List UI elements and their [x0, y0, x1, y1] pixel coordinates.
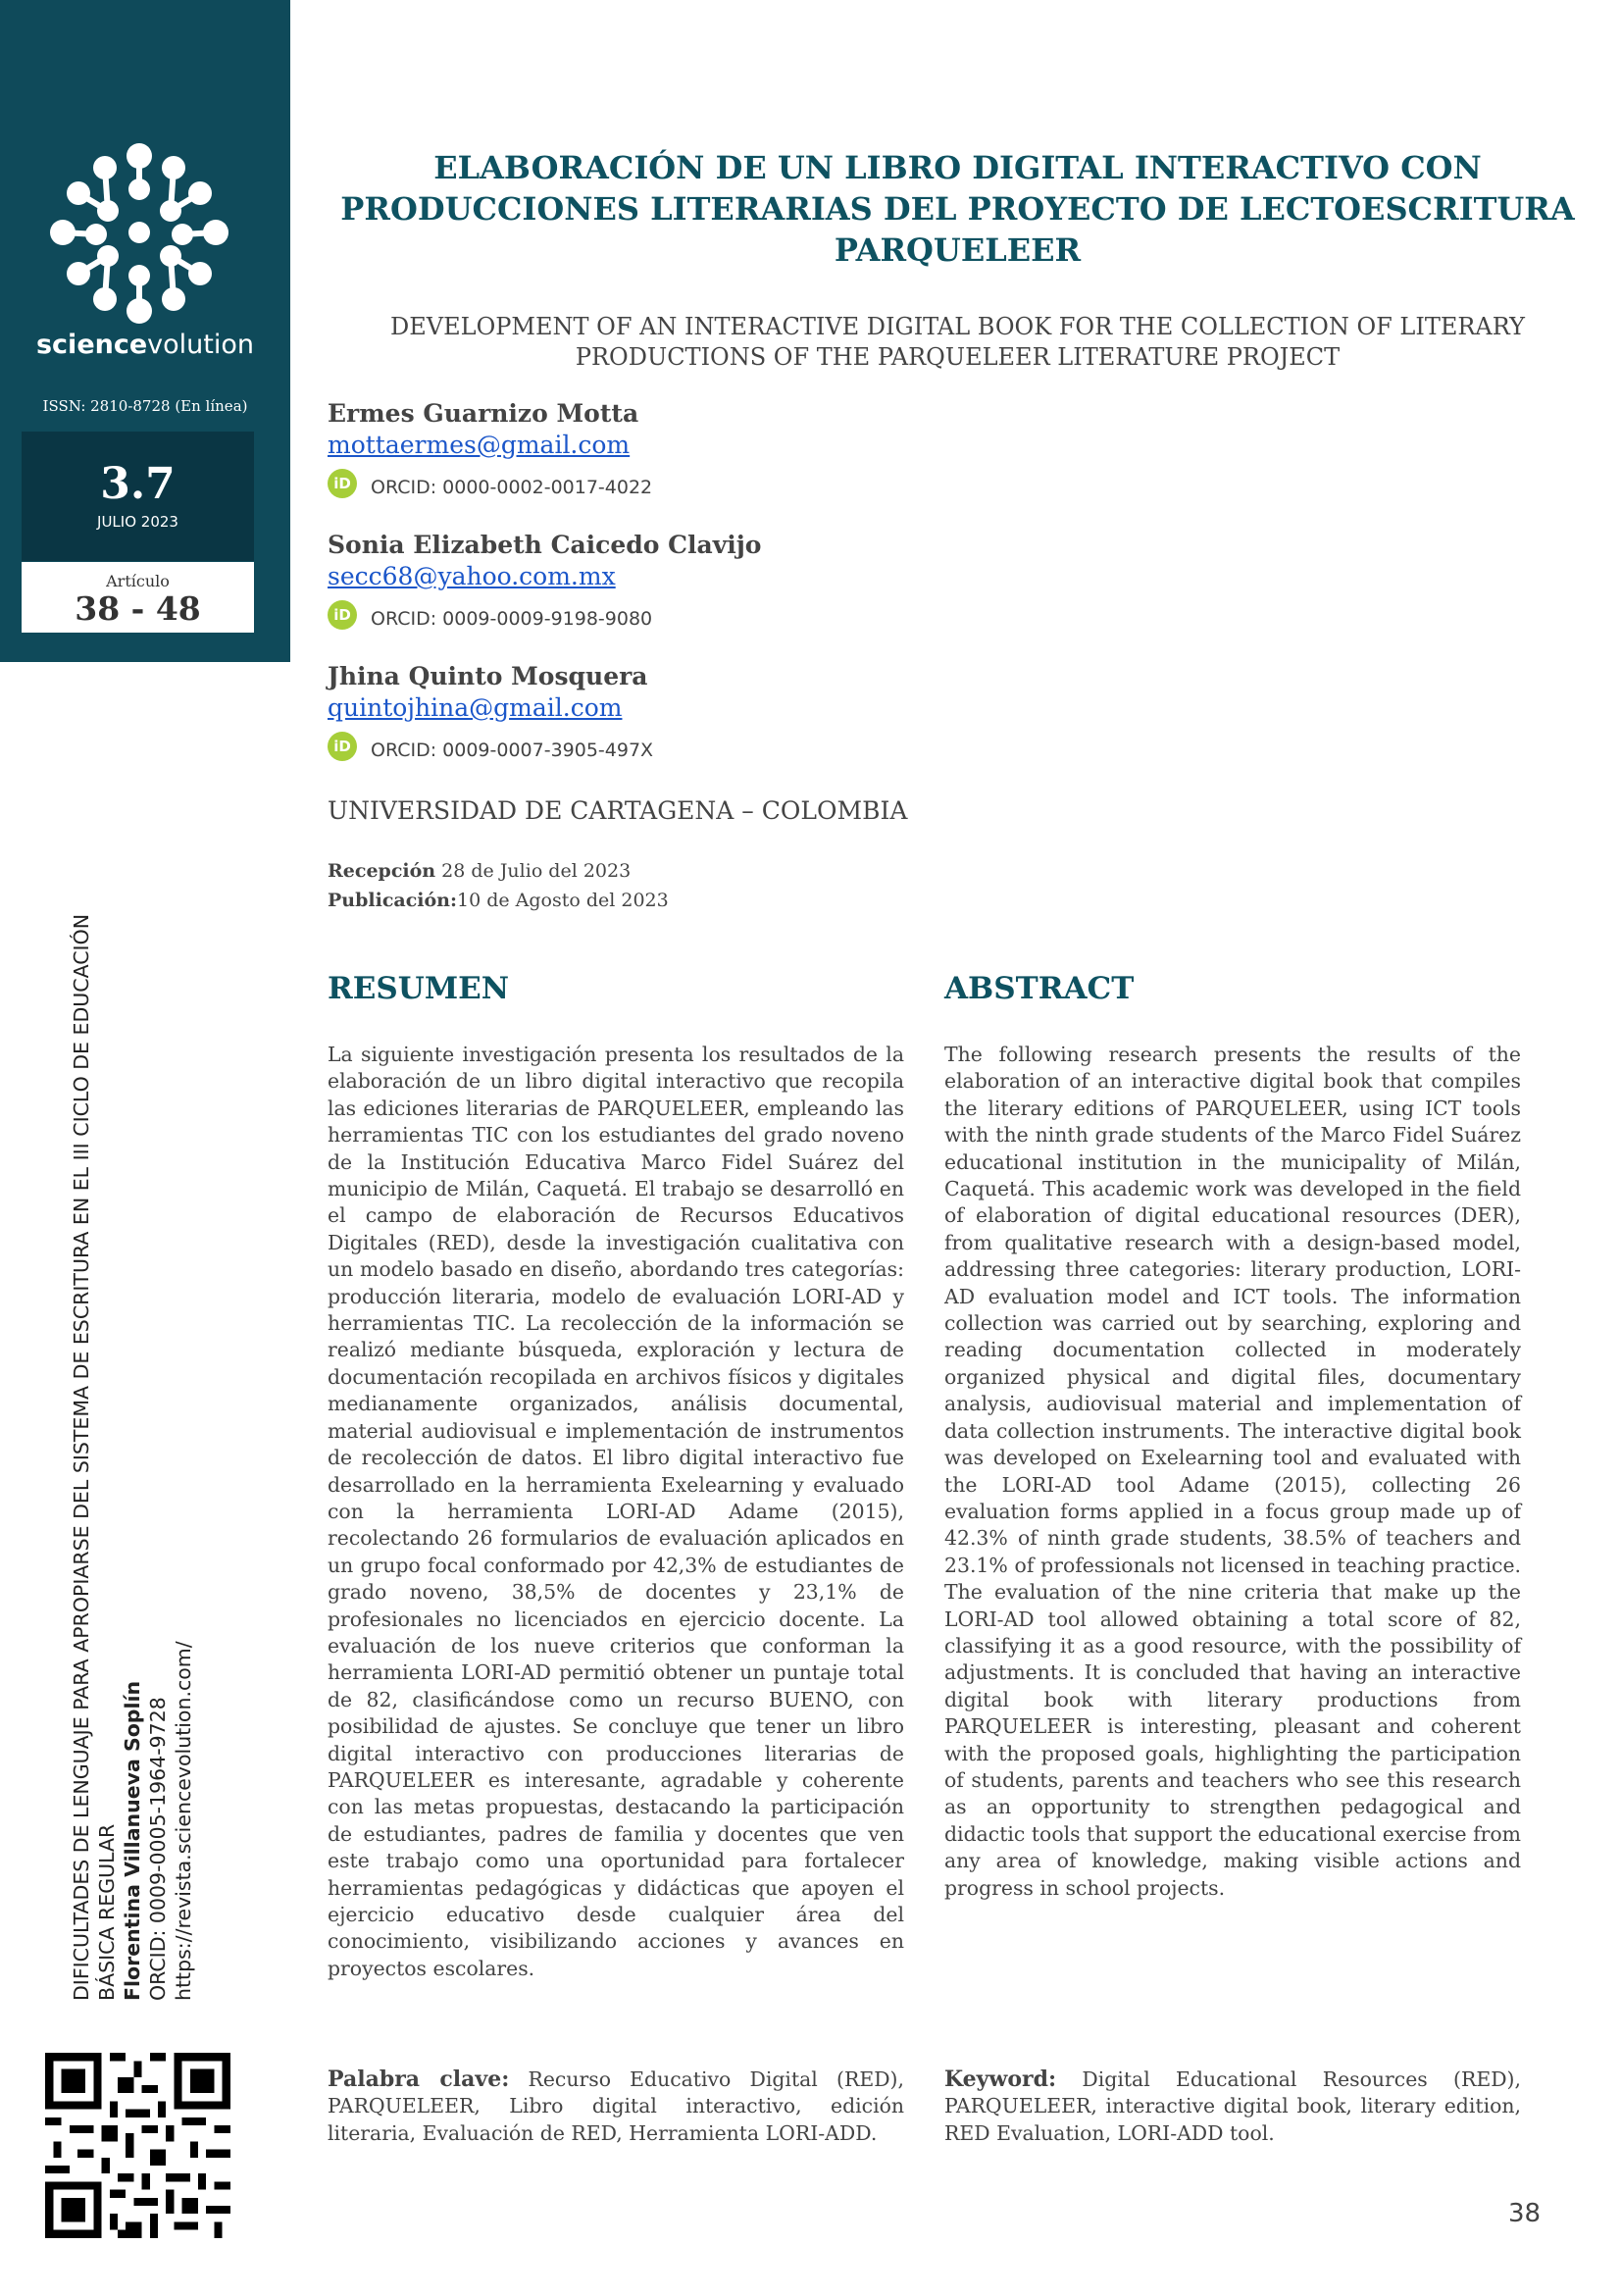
sidebar-title-line1: DIFICULTADES DE LENGUAJE PARA APROPIARSE DEL SISTEMA DE ESCRITURA EN EL III CICLO DE EDUCACIÓN: [70, 913, 93, 2001]
brand-bold: science: [35, 330, 148, 360]
keywords-es: [328, 2066, 904, 2147]
article-label: Artículo: [106, 572, 170, 590]
article-dates: [328, 856, 669, 915]
orcid-icon[interactable]: iD: [328, 469, 357, 498]
orcid-id: ORCID: 0009-0007-3905-497X: [371, 740, 654, 761]
author-email-link[interactable]: secc68@yahoo.com.mx: [328, 562, 616, 590]
author-email-link[interactable]: quintojhina@gmail.com: [328, 693, 623, 722]
affiliation: UNIVERSIDAD DE CARTAGENA – COLOMBIA: [328, 796, 908, 825]
page-number: 38: [1508, 2199, 1542, 2228]
reception-date: 28 de Julio del 2023: [441, 860, 632, 882]
keywords-es-label: Palabra clave:: [328, 2066, 510, 2092]
publication-date: 10 de Agosto del 2023: [457, 890, 669, 911]
issue-number: 3.7: [100, 459, 176, 509]
author-block: [328, 530, 761, 630]
keywords-en: [944, 2066, 1521, 2147]
keywords-en-label: Keyword:: [944, 2066, 1057, 2092]
publication-label: Publicación:: [328, 890, 457, 911]
sidebar-author: Florentina Villanueva Soplín: [121, 1680, 144, 2001]
keywords-en-text: Digital Educational Resources (RED), PARQUELEER, interactive digital book, literary edition, RED Evaluation, LORI-ADD tool.: [944, 2067, 1521, 2145]
qr-code-icon[interactable]: [37, 2045, 238, 2246]
author-email-link[interactable]: mottaermes@gmail.com: [328, 431, 631, 459]
journal-brand: [0, 330, 290, 360]
article-subtitle: DEVELOPMENT OF AN INTERACTIVE DIGITAL BOOK FOR THE COLLECTION OF LITERARY PRODUCTIONS OF THE PARQUELEER LITERATURE PROJECT: [390, 313, 1525, 371]
orcid-icon[interactable]: iD: [328, 732, 357, 761]
resumen-body: La siguiente investigación presenta los resultados de la elaboración de un libro digital interactivo que recopila las ediciones literarias de PARQUELEER, empleando las herramientas TIC con los estudiantes del grado noveno de la Institución Educativa Marco Fidel Suárez del municipio de Milán, Caquetá. El trabajo se desarrolló en el campo de elaboración de Recursos Educativos Digitales (RED), desde la investigación cualitativa con un modelo basado en diseño, abordando tres categorías: producción literaria, modelo de evaluación LORI-AD y herramientas TIC. La recolección de la información se realizó mediante búsqueda, exploración y lectura de documentación recopilada en archivos físicos y digitales medianamente organizados, análisis documental, material audiovisual e implementación de instrumentos de recolección de datos. El libro digital interactivo fue desarrollado en la herramienta Exelearning y evaluado con la herramienta LORI-AD Adame (2015), recolectando 26 formularios de evaluación aplicados en un grupo focal conformado por 42,3% de estudiantes de grado noveno, 38,5% de docentes y 23,1% de profesionales no licenciados en ejercicio docente. La evaluación de los nueve criterios que conforman la herramienta LORI-AD permitió obtener un puntaje total de 82, clasificándose como un recurso BUENO, con posibilidad de ajustes. Se concluye que tener un libro digital interactivo con producciones literarias de PARQUELEER es interesante, agradable y coherente con las metas propuestas, destacando la participación de estudiantes, padres de familia y docentes que ven este trabajo como una oportunidad para fortalecer herramientas pedagógicas y didácticas que apoyen el ejercicio educativo desde cualquier área del conocimiento, visibilizando acciones y avances en proyectos escolares.: [328, 1043, 904, 1980]
sidebar-vertical-text: [69, 804, 196, 2001]
article-box: [22, 562, 254, 633]
author-block: [328, 661, 653, 761]
article-pages: 38 - 48: [75, 589, 201, 628]
sidebar-orcid: ORCID: 0009-0005-1964-9728: [146, 1697, 170, 2001]
author-name: Sonia Elizabeth Caicedo Clavijo: [328, 531, 762, 559]
brand-regular: volution: [147, 330, 255, 360]
orcid-id: ORCID: 0000-0002-0017-4022: [371, 477, 653, 498]
abstract-heading: ABSTRACT: [944, 971, 1135, 1006]
author-name: Jhina Quinto Mosquera: [328, 662, 648, 690]
resumen-heading: RESUMEN: [328, 971, 510, 1006]
issn: ISSN: 2810-8728 (En línea): [42, 397, 248, 415]
reception-label: Recepción: [328, 860, 436, 882]
issue-box: [22, 432, 254, 561]
reception-date-row: [328, 856, 669, 886]
author-name: Ermes Guarnizo Motta: [328, 399, 639, 428]
issue-date: JULIO 2023: [97, 513, 178, 531]
journal-logo-icon: [49, 142, 230, 324]
author-orcid: [328, 469, 652, 498]
article-title: ELABORACIÓN DE UN LIBRO DIGITAL INTERACTIVO CON PRODUCCIONES LITERARIAS DEL PROYECTO DE LECTOESCRITURA PARQUELEER: [340, 149, 1575, 269]
keywords-es-text: Recurso Educativo Digital (RED), PARQUELEER, Libro digital interactivo, edición literaria, Evaluación de RED, Herramienta LORI-ADD.: [328, 2067, 904, 2145]
author-orcid: [328, 600, 761, 630]
orcid-icon[interactable]: iD: [328, 600, 357, 630]
orcid-id: ORCID: 0009-0009-9198-9080: [371, 608, 653, 630]
sidebar-url[interactable]: https://revista.sciencevolution.com/: [172, 1641, 195, 2001]
sidebar-title-line2: BÁSICA REGULAR: [95, 1823, 119, 2001]
author-orcid: [328, 732, 653, 761]
publication-date-row: [328, 886, 669, 915]
abstract-body: The following research presents the results of the elaboration of an interactive digital book that compiles the literary editions of PARQUELEER, using ICT tools with the ninth grade students of the Marco Fidel Suárez educational institution in the municipality of Milán, Caquetá. This academic work was developed in the field of elaboration of digital educational resources (DER), from qualitative research with a design-based model, addressing three categories: literary production, LORI-AD evaluation model and ICT tools. The information collection was carried out by searching, exploring and reading documentation collected in moderately organized physical and digital files, documentary analysis, audiovisual material and implementation of data collection instruments. The interactive digital book was developed on Exelearning tool and evaluated with the LORI-AD tool Adame (2015), collecting 26 evaluation forms applied in a focus group made up of 42.3% of ninth grade students, 38.5% of teachers and 23.1% of professionals not licensed in teaching practice. The evaluation of the nine criteria that make up the LORI-AD tool allowed obtaining a total score of 82, classifying it as a good resource, with the possibility of adjustments. It is concluded that having an interactive digital book with literary productions from PARQUELEER is interesting, pleasant and coherent with the proposed goals, highlighting the participation of students, parents and teachers who see this research as an opportunity to strengthen pedagogical and didactic tools that support the educational exercise from any area of knowledge, making visible actions and progress in school projects.: [944, 1043, 1521, 1900]
journal-side-panel: [0, 0, 290, 662]
author-block: [328, 398, 652, 498]
